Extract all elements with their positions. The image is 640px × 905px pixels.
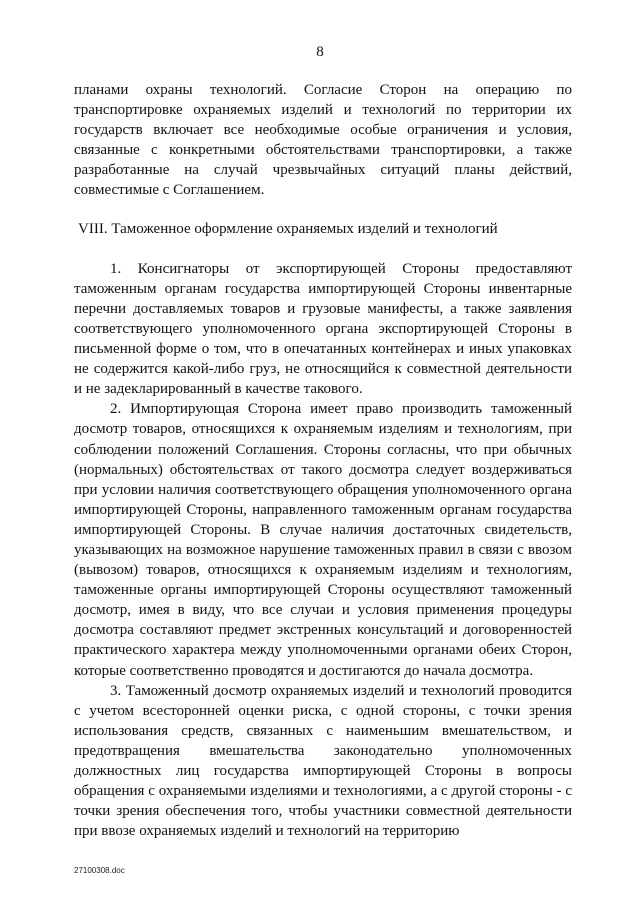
paragraph-item-2: 2. Импортирующая Сторона имеет право производить таможенный досмотр товаров, относящихся к охраняемым изделиям и технологиям, при соблюдении положений Соглашения. Стороны согласны, что при обычных (нормальных) обстоятельствах от такого досмотра следует воздерживаться при условии наличия соответствующего обращения уполномоченного органа импортирующей Стороны, направленного таможенным органам государства импортирующей Стороны. В случае наличия достаточных свидетельств, указывающих на возможное нарушение таможенных правил в связи с ввозом (вывозом) товаров, относящихся к охраняемым изделиям и технологиям, таможенные органы импортирующей Стороны осуществляют таможенный досмотр, имея в виду, что все случаи и условия применения процедуры досмотра составляют предмет экстренных консультаций и договоренностей практического характера между уполномоченными органами обеих Сторон, которые соответственно проводятся и достигаются до начала досмотра. [74,401,572,679]
paragraph-item-3: 3. Таможенный досмотр охраняемых изделий и технологий проводится с учетом всесторонней оценки риска, с одной стороны, с точки зрения использования средств, связанных с наименьшим вмешательством, и предотвращения вмешательства законодательно уполномоченных должностных лиц государства импортирующей Стороны в вопросы обращения с охраняемыми изделиями и технологиями, а с другой стороны - с точки зрения обеспечения того, чтобы участники совместной деятельности при ввозе охраняемых изделий и технологий на территорию [74,682,572,840]
document-body [74,80,572,841]
paragraph-item-1: 1. Консигнаторы от экспортирующей Стороны предоставляют таможенным органам государства импортирующей Стороны инвентарные перечни доставляемых товаров и грузовые манифесты, а также заявления соответствующего уполномоченного органа экспортирующей Стороны в письменной форме о том, что в опечатанных контейнерах и иных упаковках не содержится какой-либо груз, не относящийся к совместной деятельности и не задекларированный в качестве такового. [74,260,572,398]
intro-paragraph: планами охраны технологий. Согласие Сторон на операцию по транспортировке охраняемых изделий и технологий по территории их государств включает все необходимые особые ограничения и условия, связанные с конкретными обстоятельствами транспортировки, а также разработанные на случай чрезвычайных ситуаций планы действий, совместимые с Соглашением. [74,82,572,199]
page-number: 8 [316,44,324,60]
section-heading: VIII. Таможенное оформление охраняемых изделий и технологий [78,220,498,237]
document-filename-footer: 27100308.doc [74,866,125,875]
